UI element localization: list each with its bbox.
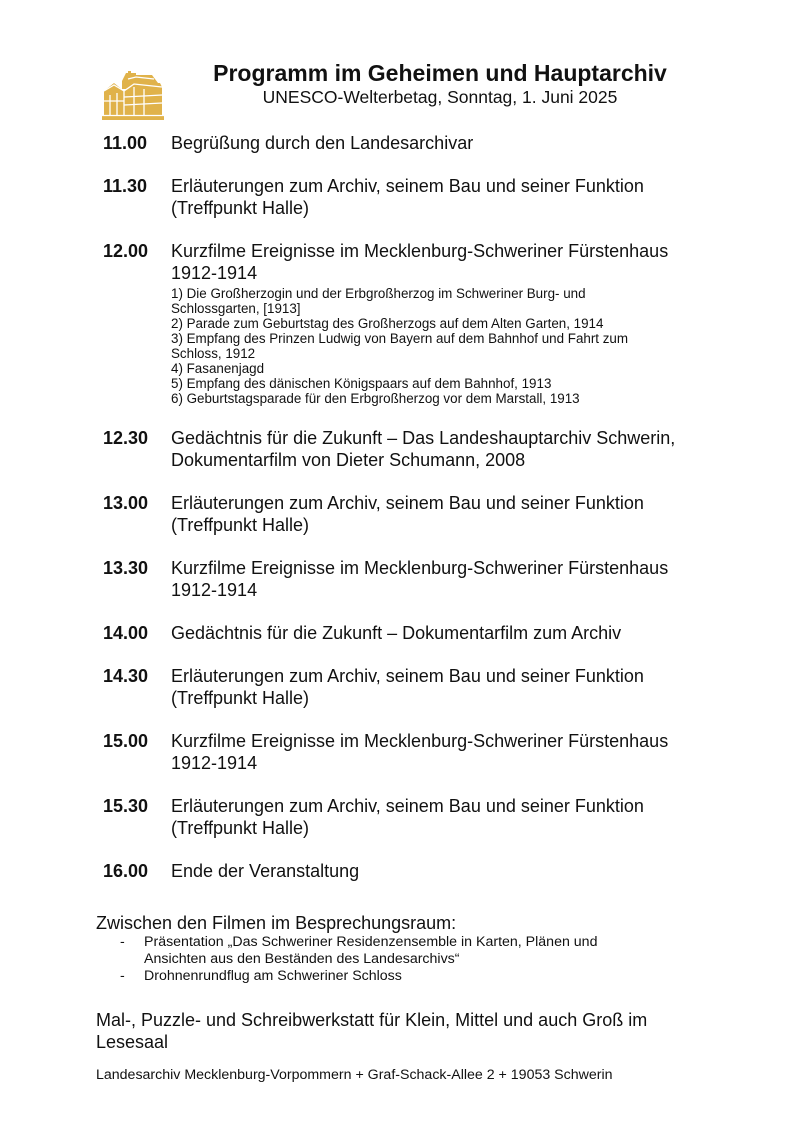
program-description-line: 1912-1914 <box>171 753 258 773</box>
program-time: 12.30 <box>103 428 149 448</box>
program-entry <box>103 730 723 774</box>
program-time: 16.00 <box>103 861 149 881</box>
program-entry <box>103 132 723 154</box>
film-list-item: Schlossgarten, [1913] <box>171 301 301 316</box>
footer-address: Landesarchiv Mecklenburg-Vorpommern + Graf-Schack-Allee 2 + 19053 Schwerin <box>96 1067 613 1083</box>
between-films-item-line: Präsentation „Das Schweriner Residenzensemble in Karten, Plänen und <box>144 934 598 950</box>
program-description <box>171 492 644 536</box>
program-entry <box>103 240 723 406</box>
workshop-line: Mal-, Puzzle- und Schreibwerkstatt für Klein, Mittel und auch Groß im <box>96 1010 648 1030</box>
logo-graphic <box>100 69 164 121</box>
program-entry <box>103 665 723 709</box>
workshop-line: Lesesaal <box>96 1032 169 1052</box>
program-description <box>171 557 668 601</box>
program-entry <box>103 492 723 536</box>
program-entry <box>103 427 723 471</box>
program-description-line: (Treffpunkt Halle) <box>171 515 310 535</box>
film-list-item: 4) Fasanenjagd <box>171 361 265 376</box>
program-time: 15.00 <box>103 731 149 751</box>
program-entry <box>103 795 723 839</box>
program-description-line: 1912-1914 <box>171 580 258 600</box>
program-description-line: Gedächtnis für die Zukunft – Dokumentarfilm zum Archiv <box>171 623 622 643</box>
program-description <box>171 427 675 471</box>
program-description <box>171 665 644 709</box>
program-entry <box>103 860 723 882</box>
between-films-item-text <box>144 968 402 985</box>
program-entry <box>103 175 723 219</box>
program-description <box>171 175 644 219</box>
program-description-line: (Treffpunkt Halle) <box>171 818 310 838</box>
program-description-line: Erläuterungen zum Archiv, seinem Bau und seiner Funktion <box>171 176 644 196</box>
program-time: 14.00 <box>103 623 149 643</box>
program-description <box>171 240 668 406</box>
page-subtitle: UNESCO-Welterbetag, Sonntag, 1. Juni 2025 <box>262 87 618 107</box>
between-films-item <box>96 934 736 968</box>
program-entry <box>103 622 723 644</box>
program-description <box>171 730 668 774</box>
between-films-item <box>96 968 736 985</box>
program-description-line: Gedächtnis für die Zukunft – Das Landeshauptarchiv Schwerin, <box>171 428 676 448</box>
program-time: 13.00 <box>103 493 149 513</box>
between-films-item-line: Ansichten aus den Beständen des Landesarchivs“ <box>144 951 460 967</box>
program-time: 12.00 <box>103 241 149 261</box>
program-description-line: Kurzfilme Ereignisse im Mecklenburg-Schweriner Fürstenhaus <box>171 558 669 578</box>
program-description-line: 1912-1914 <box>171 263 258 283</box>
between-films-item-text <box>144 934 597 968</box>
program-entry <box>103 557 723 601</box>
program-time: 11.00 <box>103 133 148 153</box>
program-time: 14.30 <box>103 666 149 686</box>
program-description-line: Kurzfilme Ereignisse im Mecklenburg-Schweriner Fürstenhaus <box>171 731 669 751</box>
program-description-line: (Treffpunkt Halle) <box>171 198 310 218</box>
program-description <box>171 622 621 644</box>
film-list-item: Schloss, 1912 <box>171 346 256 361</box>
program-description-line: Begrüßung durch den Landesarchivar <box>171 133 474 153</box>
program-description-line: Erläuterungen zum Archiv, seinem Bau und seiner Funktion <box>171 493 644 513</box>
film-list-item: 6) Geburtstagsparade für den Erbgroßherzog vor dem Marstall, 1913 <box>171 391 580 406</box>
workshop-note <box>96 1009 716 1053</box>
program-description-line: Ende der Veranstaltung <box>171 861 360 881</box>
archive-building-logo-icon <box>100 69 164 121</box>
program-description <box>171 860 359 882</box>
film-list-item: 2) Parade zum Geburtstag des Großherzogs auf dem Alten Garten, 1914 <box>171 316 604 331</box>
between-films-item-line: Drohnenrundflug am Schweriner Schloss <box>144 968 402 984</box>
program-description-line: Dokumentarfilm von Dieter Schumann, 2008 <box>171 450 526 470</box>
program-description-line: Kurzfilme Ereignisse im Mecklenburg-Schweriner Fürstenhaus <box>171 241 669 261</box>
program-list <box>103 132 723 903</box>
program-time: 11.30 <box>103 176 148 196</box>
program-description <box>171 795 644 839</box>
program-description-line: Erläuterungen zum Archiv, seinem Bau und seiner Funktion <box>171 796 644 816</box>
between-films-list <box>96 934 736 985</box>
page-title: Programm im Geheimen und Hauptarchiv <box>213 60 667 86</box>
bullet-dash: - <box>120 968 125 984</box>
film-list-item: 1) Die Großherzogin und der Erbgroßherzog im Schweriner Burg- und <box>171 286 586 301</box>
film-list-item: 5) Empfang des dänischen Königspaars auf dem Bahnhof, 1913 <box>171 376 552 391</box>
program-description <box>171 132 473 154</box>
program-time: 15.30 <box>103 796 149 816</box>
between-films-title: Zwischen den Filmen im Besprechungsraum: <box>96 913 457 933</box>
program-description-line: Erläuterungen zum Archiv, seinem Bau und seiner Funktion <box>171 666 644 686</box>
between-films-section <box>96 912 736 985</box>
film-list <box>171 286 668 406</box>
program-time: 13.30 <box>103 558 149 578</box>
program-description-line: (Treffpunkt Halle) <box>171 688 310 708</box>
bullet-dash: - <box>120 934 125 950</box>
film-list-item: 3) Empfang des Prinzen Ludwig von Bayern auf dem Bahnhof und Fahrt zum <box>171 331 629 346</box>
